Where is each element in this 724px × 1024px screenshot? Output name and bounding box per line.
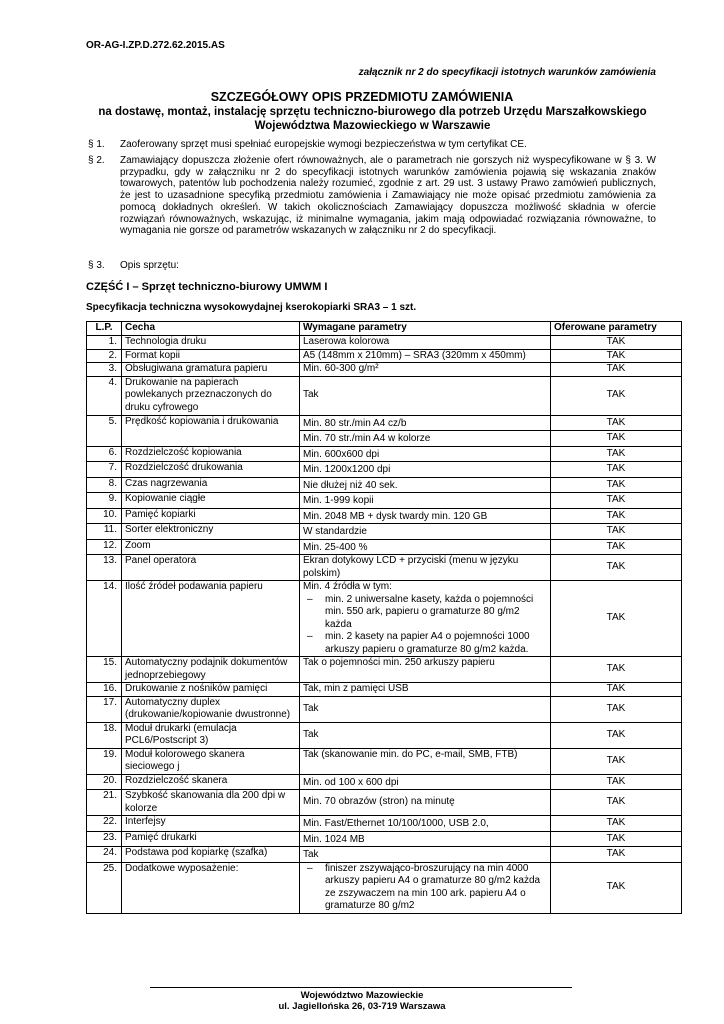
row-number: 18. — [87, 722, 122, 748]
row-offered: TAK — [551, 524, 682, 540]
paragraph-text: Zamawiający dopuszcza złożenie ofert równoważnych, ale o parametrach nie gorszych niż wyspecyfikowane w § 3. W przypadku, gdy w załączniku nr 2 do specyfikacji istotnych warunków zamówienia pojawią się wskazania znaków towarowych, patentów lub pochodzenia należy rozumieć, zgodnie z art. 29 ust. 3 ustawy Prawo zamówień publicznych, że jest to uzasadnione specyfiką przedmiotu zamówienia i Zamawiający nie może opisać przedmiotu zamówienia za pomocą dokładnych określeń. W takich okolicznościach Zamawiający dopuszcza możliwość składnia w ofercie rozwiązań równoważnych, wskazując, iż minimalne wymagania, jakim mają odpowiadać rozwiązania równoważne, to wymagania nie gorsze od parametrów wskazanych w załączniku nr 2 do specyfikacji. — [120, 155, 656, 237]
row-number: 2. — [87, 349, 122, 363]
row-required: Min. od 100 x 600 dpi — [300, 774, 551, 790]
row-feature: Moduł drukarki (emulacja PCL6/Postscript 3) — [122, 722, 300, 748]
row-offered: TAK — [551, 862, 682, 913]
row-required: Min. 2048 MB + dysk twardy min. 120 GB — [300, 508, 551, 524]
paragraph-number: § 3. — [88, 260, 105, 271]
row-number: 5. — [87, 415, 122, 446]
table-row — [87, 555, 682, 581]
row-required: Min. 70 str./min A4 w kolorze — [300, 431, 551, 447]
row-offered: TAK — [551, 555, 682, 581]
row-required: Tak — [300, 376, 551, 415]
row-number: 16. — [87, 683, 122, 697]
row-feature: Obsługiwana gramatura papieru — [122, 363, 300, 377]
table-row — [87, 462, 682, 478]
table-header-row — [87, 322, 682, 336]
row-feature: Drukowanie z nośników pamięci — [122, 683, 300, 697]
header-required: Wymagane parametry — [300, 322, 551, 336]
row-number: 21. — [87, 790, 122, 816]
header-lp: L.P. — [87, 322, 122, 336]
row-feature: Technologia druku — [122, 336, 300, 350]
attachment-note: załącznik nr 2 do specyfikacji istotnych warunków zamówienia — [358, 67, 656, 78]
row-feature: Zoom — [122, 539, 300, 555]
table-row — [87, 415, 682, 431]
row-number: 24. — [87, 847, 122, 863]
row-required: W standardzie — [300, 524, 551, 540]
row-number: 22. — [87, 816, 122, 832]
paragraph-text: Zaoferowany sprzęt musi spełniać europejskie wymogi bezpieczeństwa w tym certyfikat CE. — [120, 139, 527, 150]
row-feature: Pamięć kopiarki — [122, 508, 300, 524]
table-row — [87, 696, 682, 722]
footer-divider — [150, 987, 572, 988]
table-row — [87, 862, 682, 913]
row-number: 20. — [87, 774, 122, 790]
row-offered: TAK — [551, 508, 682, 524]
spec-table — [86, 321, 682, 914]
section-title: CZĘŚĆ I – Sprzęt techniczno-biurowy UMWM I — [86, 281, 328, 293]
row-required: Min. Fast/Ethernet 10/100/1000, USB 2.0, — [300, 816, 551, 832]
row-offered: TAK — [551, 847, 682, 863]
row-number: 3. — [87, 363, 122, 377]
row-required: Tak (skanowanie min. do PC, e-mail, SMB, FTB) — [300, 748, 551, 774]
row-required: Min. 70 obrazów (stron) na minutę — [300, 790, 551, 816]
row-number: 6. — [87, 446, 122, 462]
paragraph-2 — [88, 155, 656, 237]
row-number: 12. — [87, 539, 122, 555]
row-required: Min. 80 str./min A4 cz/b — [300, 415, 551, 431]
table-row — [87, 477, 682, 493]
row-feature: Rozdzielczość kopiowania — [122, 446, 300, 462]
paragraph-number: § 1. — [88, 139, 105, 150]
row-number: 9. — [87, 493, 122, 509]
row-feature: Panel operatora — [122, 555, 300, 581]
requirement-item: – min. 2 uniwersalne kasety, każda o pojemności min. 550 ark, papieru o gramaturze 80 g/m2 każda — [303, 594, 547, 632]
row-offered: TAK — [551, 462, 682, 478]
row-offered: TAK — [551, 774, 682, 790]
row-feature: Interfejsy — [122, 816, 300, 832]
table-row — [87, 539, 682, 555]
row-required: Min. 1200x1200 dpi — [300, 462, 551, 478]
row-required: Min. 60-300 g/m² — [300, 363, 551, 377]
table-row — [87, 363, 682, 377]
table-row — [87, 446, 682, 462]
row-feature: Dodatkowe wyposażenie: — [122, 862, 300, 913]
paragraph-3 — [88, 260, 656, 272]
table-row — [87, 774, 682, 790]
row-number: 4. — [87, 376, 122, 415]
footer-organization: Województwo Mazowieckie — [300, 990, 424, 1001]
row-offered: TAK — [551, 539, 682, 555]
paragraph-text: Opis sprzętu: — [120, 260, 179, 271]
row-number: 7. — [87, 462, 122, 478]
row-number: 14. — [87, 581, 122, 657]
row-offered: TAK — [551, 683, 682, 697]
row-offered: TAK — [551, 349, 682, 363]
row-required — [300, 862, 551, 913]
row-required: Tak — [300, 847, 551, 863]
table-row — [87, 493, 682, 509]
document-reference: OR-AG-I.ZP.D.272.62.2015.AS — [86, 40, 225, 51]
table-row — [87, 722, 682, 748]
row-required: Ekran dotykowy LCD + przyciski (menu w języku polskim) — [300, 555, 551, 581]
row-required — [300, 581, 551, 657]
row-offered: TAK — [551, 581, 682, 657]
row-feature: Sorter elektroniczny — [122, 524, 300, 540]
table-row — [87, 831, 682, 847]
row-feature: Automatyczny podajnik dokumentów jednoprzebiegowy — [122, 657, 300, 683]
document-subtitle: na dostawę, montaż, instalację sprzętu techniczno-biurowego dla potrzeb Urzędu Marszałkowskiego Województwa Mazowieckiego w Warszawie — [98, 106, 647, 132]
row-number: 1. — [87, 336, 122, 350]
table-row — [87, 683, 682, 697]
row-feature: Szybkość skanowania dla 200 dpi w kolorze — [122, 790, 300, 816]
row-required: Tak — [300, 696, 551, 722]
row-number: 8. — [87, 477, 122, 493]
paragraph-1 — [88, 139, 656, 151]
row-offered: TAK — [551, 748, 682, 774]
row-offered: TAK — [551, 376, 682, 415]
table-row — [87, 657, 682, 683]
row-required: Nie dłużej niż 40 sek. — [300, 477, 551, 493]
header-offered: Oferowane parametry — [551, 322, 682, 336]
row-offered: TAK — [551, 831, 682, 847]
row-feature: Automatyczny duplex (drukowanie/kopiowanie dwustronne) — [122, 696, 300, 722]
row-offered: TAK — [551, 415, 682, 431]
row-number: 11. — [87, 524, 122, 540]
table-row — [87, 376, 682, 415]
row-offered: TAK — [551, 446, 682, 462]
row-feature: Podstawa pod kopiarkę (szafka) — [122, 847, 300, 863]
table-row — [87, 349, 682, 363]
row-feature: Rozdzielczość skanera — [122, 774, 300, 790]
footer — [0, 990, 724, 1012]
row-required: Min. 1-999 kopii — [300, 493, 551, 509]
row-offered: TAK — [551, 722, 682, 748]
row-required: Min. 600x600 dpi — [300, 446, 551, 462]
row-feature: Moduł kolorowego skanera sieciowego j — [122, 748, 300, 774]
row-offered: TAK — [551, 657, 682, 683]
row-required: Tak o pojemności min. 250 arkuszy papieru — [300, 657, 551, 683]
row-offered: TAK — [551, 790, 682, 816]
row-offered: TAK — [551, 816, 682, 832]
table-row — [87, 790, 682, 816]
row-offered: TAK — [551, 493, 682, 509]
row-feature: Kopiowanie ciągłe — [122, 493, 300, 509]
row-feature: Format kopii — [122, 349, 300, 363]
spec-title: Specyfikacja techniczna wysokowydajnej kserokopiarki SRA3 – 1 szt. — [86, 302, 417, 313]
row-number: 10. — [87, 508, 122, 524]
row-feature: Pamięć drukarki — [122, 831, 300, 847]
table-row — [87, 748, 682, 774]
table-row — [87, 524, 682, 540]
row-number: 19. — [87, 748, 122, 774]
row-feature: Drukowanie na papierach powlekanych przeznaczonych do druku cyfrowego — [122, 376, 300, 415]
table-row — [87, 847, 682, 863]
table-row — [87, 581, 682, 657]
row-number: 25. — [87, 862, 122, 913]
row-required: A5 (148mm x 210mm) – SRA3 (320mm x 450mm) — [300, 349, 551, 363]
row-number: 23. — [87, 831, 122, 847]
header-feature: Cecha — [122, 322, 300, 336]
row-required: Laserowa kolorowa — [300, 336, 551, 350]
footer-address: ul. Jagiellońska 26, 03-719 Warszawa — [278, 1001, 446, 1012]
row-required: Tak, min z pamięci USB — [300, 683, 551, 697]
table-row — [87, 336, 682, 350]
row-feature: Ilość źródeł podawania papieru — [122, 581, 300, 657]
row-feature: Rozdzielczość drukowania — [122, 462, 300, 478]
row-required: Tak — [300, 722, 551, 748]
table-row — [87, 508, 682, 524]
paragraph-number: § 2. — [88, 155, 105, 166]
requirement-item: – finiszer zszywająco-broszurujący na min 4000 arkuszy papieru A4 o gramaturze 80 g/m2 każda ze zszywaczem na min 100 ark. papieru A4 o gramaturze 80 g/m2 — [303, 863, 547, 913]
row-number: 13. — [87, 555, 122, 581]
row-offered: TAK — [551, 363, 682, 377]
row-offered: TAK — [551, 431, 682, 447]
row-feature: Prędkość kopiowania i drukowania — [122, 415, 300, 446]
requirement-item: – min. 2 kasety na papier A4 o pojemności 1000 arkuszy papieru o gramaturze 80 g/m2 każda. — [303, 631, 547, 656]
requirement-intro: Min. 4 źródła w tym: — [303, 581, 392, 592]
row-required: Min. 25-400 % — [300, 539, 551, 555]
row-feature: Czas nagrzewania — [122, 477, 300, 493]
row-offered: TAK — [551, 477, 682, 493]
row-required: Min. 1024 MB — [300, 831, 551, 847]
table-row — [87, 816, 682, 832]
row-offered: TAK — [551, 696, 682, 722]
row-offered: TAK — [551, 336, 682, 350]
document-title: SZCZEGÓŁOWY OPIS PRZEDMIOTU ZAMÓWIENIA — [210, 90, 514, 104]
row-number: 17. — [87, 696, 122, 722]
row-number: 15. — [87, 657, 122, 683]
